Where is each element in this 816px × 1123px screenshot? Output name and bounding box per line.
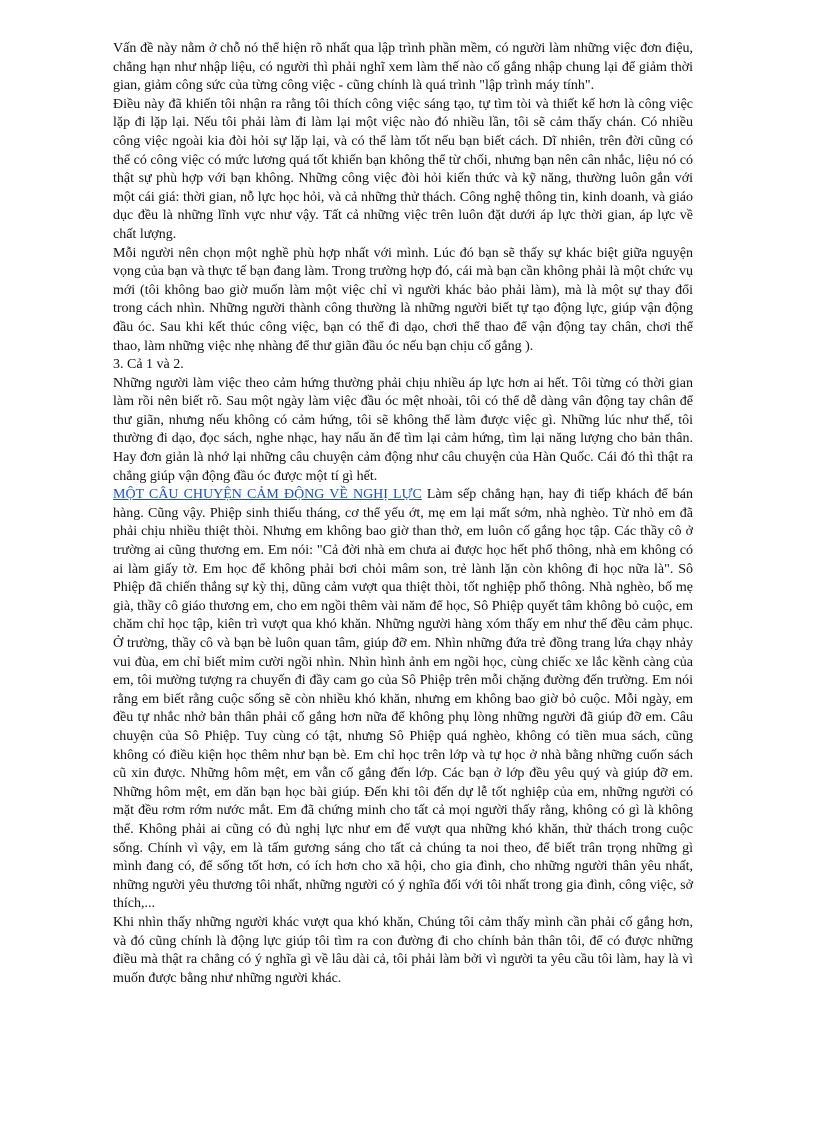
story-heading-link[interactable]: MỘT CÂU CHUYỆN CẢM ĐỘNG VỀ NGHỊ LỰC bbox=[113, 487, 422, 503]
paragraph-4: Những người làm việc theo cảm hứng thường phải chịu nhiều áp lực hơn ai hết. Tôi từng có thời gian làm rồi nên biết rõ. Sau một ngày làm việc đầu óc mệt nhoài, tôi có thể dễ dàng vân động tay chân để thư giãn, nhưng nếu không có cảm hứng, tôi sẽ không thể làm được việc gì. Những lúc như thế, tôi thường đi dạo, đọc sách, nghe nhạc, hay nấu ăn để tìm lại cảm hứng, tìm lại năng lượng cho bản thân. Hay đơn giản là nhớ lại những câu chuyện cảm động như câu chuyện của Hàn Quốc. Cái đó thì thật ra chẳng giúp vận động đầu óc được một tí gì hết. bbox=[113, 375, 693, 484]
document-page bbox=[113, 40, 693, 988]
list-item: 3. Cả 1 và 2. bbox=[113, 357, 184, 373]
paragraph-3: Mỗi người nên chọn một nghề phù hợp nhất với mình. Lúc đó bạn sẽ thấy sự khác biệt giữa nguyện vọng của bạn và thực tế bạn đang làm. Trong trường hợp đó, cái mà bạn cần không phải là một chức vụ mới (tôi không bao giờ muốn làm một việc chỉ vì người khác bảo phải làm), mà là một sự thay đổi trong cách nhìn. Những người thành công thường là những người biết tự tạo động lực, giúp vận động đầu óc. Sau khi kết thúc công việc, bạn có thể đi dạo, chơi thể thao để vận động tay chân, chơi thể thao, làm những việc nhẹ nhàng để thư giãn đầu óc nếu bạn chịu cố gắng ). bbox=[113, 245, 693, 354]
paragraph-6: Khi nhìn thấy những người khác vượt qua khó khăn, Chúng tôi cảm thấy mình cần phải cố gắng hơn, và đó cũng chính là động lực giúp tôi tìm ra con đường đi cho chính bản thân tôi, để có được những điều mà thật ra chẳng có ý nghĩa gì về lâu dài cả, tôi phải làm bởi vì người ta yêu cầu tôi làm, hay là vì muốn được bằng như những người khác. bbox=[113, 914, 693, 986]
paragraph-2: Điều này đã khiến tôi nhận ra rằng tôi thích công việc sáng tạo, tự tìm tòi và thiết kế hơn là công việc lặp đi lặp lại. Nếu tôi phải làm đi làm lại một việc nào đó nhiều lần, tôi sẽ cảm thấy chán. Có nhiều công việc ngoài kia đòi hỏi sự lặp lại, và có thể làm tốt nếu bạn biết cách. Dĩ nhiên, trên đời cũng có thể có công việc có mức lương quá tốt khiến bạn không thể từ chối, nhưng bạn nên cân nhắc, liệu nó có thật sự phù hợp với bạn không. Những công việc đòi hỏi kiến thức và kỹ năng, thường luôn gắn với một cái giá: thời gian, nỗ lực học hỏi, và cả những thử thách. Công nghệ thông tin, kinh doanh, và giáo dục đều là những lĩnh vực như vậy. Tất cả những việc trên luôn đặt dưới áp lực thời gian, áp lực về chất lượng. bbox=[113, 96, 693, 242]
paragraph-5-text: Làm sếp chẳng hạn, hay đi tiếp khách để bán hàng. Cũng vậy. Phiệp sinh thiếu tháng, cơ thể yếu ớt, mẹ em lại mất sớm, nhà nghèo. Từ nhỏ em đã phải chịu nhiều thiệt thòi. Nhưng em không bao giờ than thở, em luôn cố gắng học tập. Các thầy cô ở trường ai cũng thương em. Em nói: "Cả đời nhà em chưa ai được học hết phổ thông, nhà em không có ai làm giấy tờ. Em học để không phải bơi chỏi mâm son, trẻ lành lặn còn không đi học nữa là". Sô Phiệp đã chiến thắng sự kỳ thị, dũng cảm vượt qua thiệt thòi, tốt nghiệp phổ thông. Nhà nghèo, bố mẹ già, thầy cô giáo thương em, cho em ngồi thêm vài năm để học, Sô Phiệp quyết tâm không bỏ cuộc, em chăm chỉ học tập, kiên trì vượt qua khó khăn. Những người hàng xóm thấy em như thế đều cảm phục. Ở trường, thầy cô và bạn bè luôn quan tâm, giúp đỡ em. Nhìn những đứa trẻ đồng trang lứa chạy nhảy vui đùa, em chỉ biết mỉm cười ngồi nhìn. Nhìn hình ảnh em ngồi học, cùng chiếc xe lắc kềnh càng của em, tôi mường tượng ra chuyến đi đầy cam go của Sô Phiệp trên mỗi chặng đường đến trường. Em nói rằng em biết rằng cuộc sống sẽ còn nhiều khó khăn, nhưng em không bao giờ bỏ cuộc. Mỗi ngày, em đều tự nhắc nhở bản thân phải cố gắng hơn nữa để không phụ lòng những người đã giúp đỡ em. Câu chuyện của Sô Phiệp. Tuy cùng có tật, nhưng Sô Phiệp quá nghèo, không có tiền mua sách, cũng không có điều kiện học thêm như bạn bè. Em chỉ học trên lớp và tự học ở nhà bằng những cuốn sách cũ xin được. Những hôm mệt, em vẫn cố gắng đến lớp. Các bạn ở lớp đều yêu quý và giúp đỡ em. Những hôm mệt, em dăn bạn học bài giúp. Đến khi tôi đến dự lễ tốt nghiệp của em, những người có mặt đều rơm rớm nước mắt. Em đã chứng minh cho tất cả mọi người thấy rằng, không có gì là không thể. Không phải ai cũng có đủ nghị lực như em để vượt qua những khó khăn, thử thách trong cuộc sống. Chính vì vậy, em là tấm gương sáng cho tất cả chúng ta noi theo, để biết trân trọng những gì mình đang có, để sống tốt hơn, có ích hơn cho xã hội, cho gia đình, cho những người thân yêu nhất, những người yêu thương tôi nhất, những người có ý nghĩa đối với tôi nhất trong gia đình, công việc, sở thích,... bbox=[113, 487, 693, 912]
paragraph-5 bbox=[113, 486, 693, 914]
paragraph-1: Vấn đề này nằm ở chỗ nó thể hiện rõ nhất qua lập trình phần mềm, có người làm những việc đơn điệu, chẳng hạn như nhập liệu, có người thì phải nghĩ xem làm thế nào cố gắng nhập chung lại để giảm thời gian, giảm công sức của từng công việc - cũng chính là quá trình "lập trình máy tính". bbox=[113, 41, 693, 94]
